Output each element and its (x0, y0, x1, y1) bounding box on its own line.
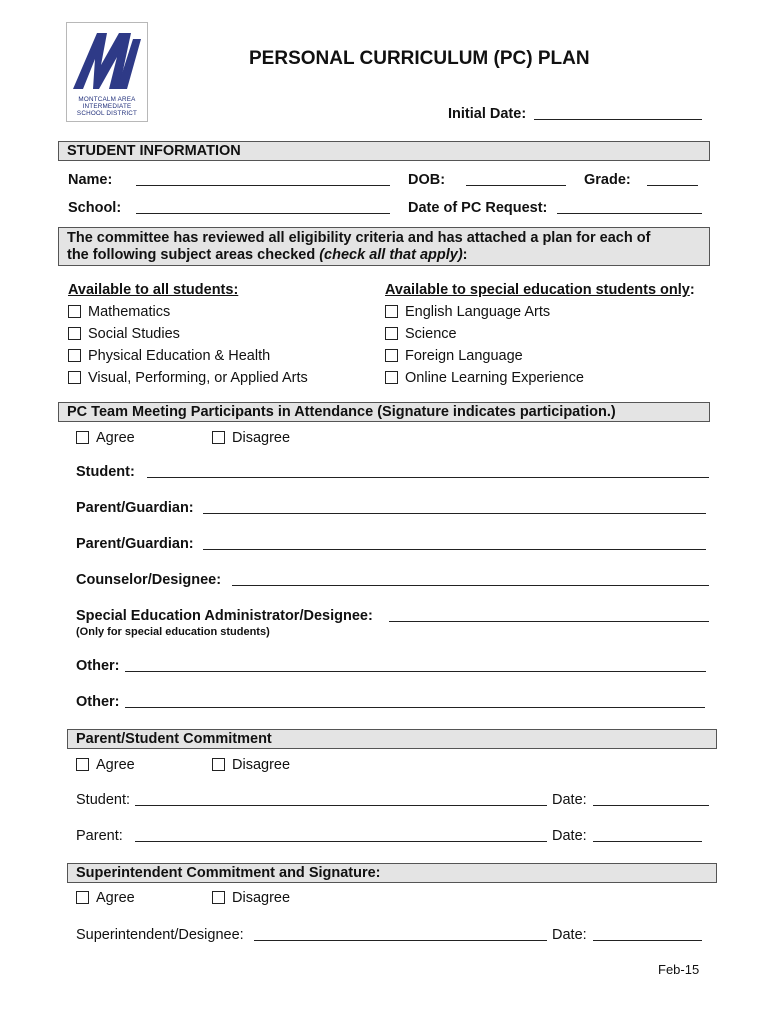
subject-label: English Language Arts (405, 304, 551, 320)
team-other2-signature[interactable] (125, 695, 705, 708)
team-disagree-option[interactable] (212, 430, 290, 446)
initial-date-field[interactable] (534, 107, 702, 120)
team-parent2-label: Parent/Guardian: (76, 536, 194, 552)
team-sped-note: (Only for special education students) (76, 626, 270, 638)
team-parent1-label: Parent/Guardian: (76, 500, 194, 516)
sped-header-text: Available to special education students only (385, 282, 690, 298)
name-field[interactable] (136, 173, 390, 186)
team-parent2-signature[interactable] (203, 537, 706, 550)
initial-date-label: Initial Date: (448, 106, 527, 122)
dob-field[interactable] (466, 173, 566, 186)
school-field[interactable] (136, 201, 390, 214)
logo-text-line-1: MONTCALM AREA (78, 96, 136, 103)
checkbox-icon[interactable] (68, 327, 81, 340)
superintendent-date-field[interactable] (593, 928, 702, 941)
superintendent-agree-option[interactable] (76, 890, 135, 906)
disagree-label: Disagree (232, 757, 291, 773)
commitment-disagree-option[interactable] (212, 757, 290, 773)
checkbox-icon[interactable] (212, 431, 225, 444)
team-other1-signature[interactable] (125, 659, 706, 672)
superintendent-header (67, 863, 717, 883)
subject-science[interactable] (385, 326, 457, 342)
team-agree-option[interactable] (76, 430, 135, 446)
superintendent-date-label: Date: (552, 927, 587, 943)
logo-m-mark-icon (67, 25, 147, 97)
checkbox-icon[interactable] (68, 305, 81, 318)
disagree-label: Disagree (232, 890, 291, 906)
subject-english[interactable] (385, 304, 550, 320)
subject-label: Science (405, 326, 457, 342)
superintendent-signer-label: Superintendent/Designee: (76, 927, 244, 943)
checkbox-icon[interactable] (68, 349, 81, 362)
checkbox-icon[interactable] (212, 891, 225, 904)
subject-visual-arts[interactable] (68, 370, 308, 386)
commitment-header-text: Parent/Student Commitment (76, 731, 272, 747)
team-student-label: Student: (76, 464, 135, 480)
commitment-student-label: Student: (76, 792, 131, 808)
name-label: Name: (68, 172, 113, 188)
commitment-student-date-field[interactable] (593, 793, 709, 806)
checkbox-icon[interactable] (212, 758, 225, 771)
pc-request-field[interactable] (557, 201, 702, 214)
agree-label: Agree (96, 430, 135, 446)
district-logo (66, 22, 148, 122)
commitment-parent-signature[interactable] (135, 829, 547, 842)
checkbox-icon[interactable] (76, 758, 89, 771)
checkbox-icon[interactable] (76, 891, 89, 904)
sped-header-suffix: : (689, 282, 695, 298)
checkbox-icon[interactable] (76, 431, 89, 444)
page-title: PERSONAL CURRICULUM (PC) PLAN (249, 48, 590, 69)
checkbox-icon[interactable] (68, 371, 81, 384)
committee-line-2 (67, 247, 709, 264)
school-label: School: (68, 200, 122, 216)
subject-label: Social Studies (88, 326, 180, 342)
footer-revision: Feb-15 (658, 962, 700, 977)
team-parent1-signature[interactable] (203, 501, 706, 514)
commitment-student-date-label: Date: (552, 792, 587, 808)
logo-text-line-3: SCHOOL DISTRICT (76, 110, 138, 117)
team-header-text: PC Team Meeting Participants in Attendance (Signature indicates participation.) (67, 404, 616, 420)
subject-online-learning[interactable] (385, 370, 584, 386)
superintendent-header-text: Superintendent Commitment and Signature: (76, 865, 381, 881)
student-info-header-text: STUDENT INFORMATION (67, 143, 241, 159)
team-other2-label: Other: (76, 694, 120, 710)
commitment-parent-date-field[interactable] (593, 829, 702, 842)
disagree-label: Disagree (232, 430, 291, 446)
team-header (58, 402, 710, 422)
superintendent-disagree-option[interactable] (212, 890, 290, 906)
checkbox-icon[interactable] (385, 349, 398, 362)
subject-label: Physical Education & Health (88, 348, 271, 364)
subject-social-studies[interactable] (68, 326, 180, 342)
team-counselor-signature[interactable] (232, 573, 709, 586)
checkbox-icon[interactable] (385, 327, 398, 340)
student-info-header (58, 141, 710, 161)
checkbox-icon[interactable] (385, 305, 398, 318)
subject-label: Mathematics (88, 304, 171, 320)
all-students-header: Available to all students: (68, 282, 239, 298)
team-sped-admin-label: Special Education Administrator/Designee: (76, 608, 373, 624)
pc-request-label: Date of PC Request: (408, 200, 548, 216)
commitment-header (67, 729, 717, 749)
sped-header (385, 282, 695, 298)
committee-line-2-suffix: : (462, 247, 468, 263)
commitment-student-signature[interactable] (135, 793, 547, 806)
team-sped-admin-signature[interactable] (389, 609, 709, 622)
commitment-agree-option[interactable] (76, 757, 135, 773)
committee-line-2-prefix: the following subject areas checked (67, 247, 320, 263)
team-other1-label: Other: (76, 658, 120, 674)
committee-line-2-italic: (check all that apply) (319, 247, 463, 263)
commitment-parent-label: Parent: (76, 828, 123, 844)
committee-statement-box (58, 227, 710, 266)
commitment-parent-date-label: Date: (552, 828, 587, 844)
grade-field[interactable] (647, 173, 698, 186)
grade-label: Grade: (584, 172, 631, 188)
team-counselor-label: Counselor/Designee: (76, 572, 222, 588)
checkbox-icon[interactable] (385, 371, 398, 384)
agree-label: Agree (96, 890, 135, 906)
subject-foreign-language[interactable] (385, 348, 523, 364)
committee-line-1: The committee has reviewed all eligibility criteria and has attached a plan for each of (67, 230, 651, 246)
logo-text-line-2: INTERMEDIATE (82, 103, 132, 110)
agree-label: Agree (96, 757, 135, 773)
superintendent-signature[interactable] (254, 928, 547, 941)
subject-label: Foreign Language (405, 348, 523, 364)
subject-mathematics[interactable] (68, 304, 170, 320)
subject-label: Visual, Performing, or Applied Arts (88, 370, 308, 386)
dob-label: DOB: (408, 172, 446, 188)
subject-physical-education[interactable] (68, 348, 270, 364)
subject-label: Online Learning Experience (405, 370, 584, 386)
team-student-signature[interactable] (147, 465, 709, 478)
